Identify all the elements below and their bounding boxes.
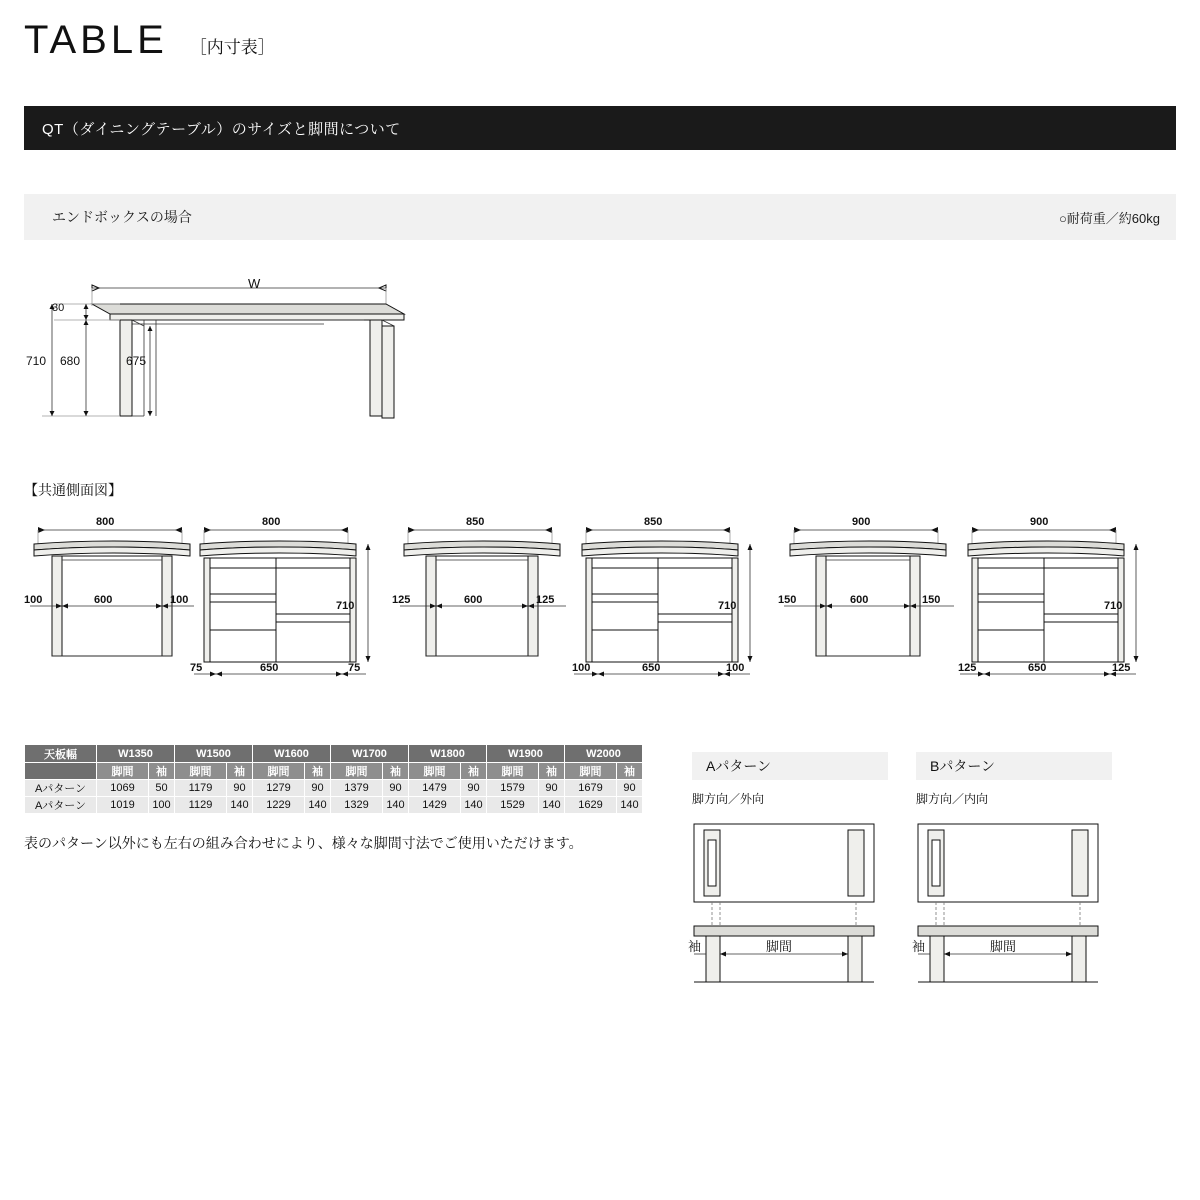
view4-inner-dim: 650 — [642, 662, 661, 674]
cell-kyakuma: 1579 — [487, 780, 539, 797]
view4-top-dim: 850 — [644, 516, 663, 528]
cell-sode: 90 — [461, 780, 487, 797]
title-main: TABLE — [24, 18, 168, 62]
cell-sode: 140 — [539, 797, 565, 814]
table-corner-blank — [25, 763, 97, 780]
pattern-a-title: Aパターン — [706, 758, 772, 774]
pattern-b-label-sode: 袖 — [912, 939, 926, 954]
cell-kyakuma: 1019 — [97, 797, 149, 814]
view5-top-dim: 900 — [852, 516, 871, 528]
view5-inner-dim: 600 — [850, 594, 869, 606]
sub-header-sode: 袖 — [461, 763, 487, 780]
view1-left-dim: 100 — [24, 594, 43, 606]
sub-header-kyakuma: 脚間 — [97, 763, 149, 780]
table-corner-label: 天板幅 — [25, 745, 97, 763]
cell-kyakuma: 1069 — [97, 780, 149, 797]
view5-left-dim: 150 — [778, 594, 797, 606]
dim-710: 710 — [26, 354, 47, 368]
sub-header-sode: 袖 — [149, 763, 175, 780]
cell-kyakuma: 1229 — [253, 797, 305, 814]
cell-kyakuma: 1379 — [331, 780, 383, 797]
view6-inner-dim: 650 — [1028, 662, 1047, 674]
section-heading-bar — [24, 106, 1176, 150]
view6-left-dim: 125 — [958, 662, 977, 674]
view3-top-dim: 850 — [466, 516, 485, 528]
dimension-table — [24, 744, 643, 814]
side-view-1 — [24, 516, 204, 696]
cell-sode: 90 — [617, 780, 643, 797]
cell-kyakuma: 1529 — [487, 797, 539, 814]
col-header: W2000 — [565, 745, 643, 763]
cell-kyakuma: 1479 — [409, 780, 461, 797]
side-view-3 — [394, 516, 574, 696]
col-header: W1500 — [175, 745, 253, 763]
cell-sode: 90 — [305, 780, 331, 797]
sub-header-kyakuma: 脚間 — [253, 763, 305, 780]
cell-sode: 100 — [149, 797, 175, 814]
sub-header-kyakuma: 脚間 — [487, 763, 539, 780]
pattern-b-title: Bパターン — [930, 758, 996, 774]
sub-header-kyakuma: 脚間 — [565, 763, 617, 780]
view6-top-dim: 900 — [1030, 516, 1049, 528]
col-header: W1700 — [331, 745, 409, 763]
cell-kyakuma: 1279 — [253, 780, 305, 797]
table-row — [25, 780, 643, 797]
sub-header-sode: 袖 — [383, 763, 409, 780]
pattern-b-title-bar — [916, 752, 1112, 780]
view3-right-dim: 125 — [536, 594, 555, 606]
cell-sode: 140 — [227, 797, 253, 814]
view3-left-dim: 125 — [392, 594, 411, 606]
side-view-5 — [780, 516, 960, 696]
side-view-6 — [958, 516, 1148, 701]
view6-height-dim: 710 — [1104, 600, 1123, 612]
dim-680: 680 — [60, 354, 81, 368]
cell-kyakuma: 1629 — [565, 797, 617, 814]
cell-sode: 90 — [383, 780, 409, 797]
view4-right-dim: 100 — [726, 662, 745, 674]
subsection-label: エンドボックスの場合 — [52, 209, 192, 225]
view5-right-dim: 150 — [922, 594, 941, 606]
table-header-row — [25, 745, 643, 763]
cell-kyakuma: 1129 — [175, 797, 227, 814]
col-header: W1800 — [409, 745, 487, 763]
view1-inner-dim: 600 — [94, 594, 113, 606]
subsection-bar — [24, 194, 1176, 240]
side-views-title: 【共通側面図】 — [24, 482, 122, 498]
pattern-a-label-kyakuma: 脚間 — [766, 939, 793, 954]
page-title — [24, 18, 275, 63]
table-row — [25, 797, 643, 814]
col-header: W1900 — [487, 745, 565, 763]
cell-sode: 140 — [461, 797, 487, 814]
view2-right-dim: 75 — [348, 662, 361, 674]
section-heading-text: QT（ダイニングテーブル）のサイズと脚間について — [42, 120, 401, 138]
sub-header-sode: 袖 — [305, 763, 331, 780]
pattern-a-diagram — [688, 818, 888, 990]
cell-kyakuma: 1179 — [175, 780, 227, 797]
cell-sode: 140 — [617, 797, 643, 814]
col-header: W1350 — [97, 745, 175, 763]
view6-right-dim: 125 — [1112, 662, 1131, 674]
side-view-4 — [572, 516, 762, 701]
pattern-b-subtitle: 脚方向／内向 — [916, 792, 989, 806]
cell-sode: 140 — [383, 797, 409, 814]
sub-header-sode: 袖 — [617, 763, 643, 780]
table-note: 表のパターン以外にも左右の組み合わせにより、様々な脚間寸法でご使用いただけます。 — [24, 835, 583, 851]
end-box-elevation-drawing — [24, 268, 444, 448]
row-label: Aパターン — [25, 780, 97, 797]
pattern-b-label-kyakuma: 脚間 — [990, 939, 1017, 954]
col-header: W1600 — [253, 745, 331, 763]
side-view-2 — [190, 516, 380, 701]
dim-30: 30 — [52, 302, 65, 314]
pattern-a-label-sode: 袖 — [688, 939, 702, 954]
cell-sode: 90 — [227, 780, 253, 797]
cell-sode: 140 — [305, 797, 331, 814]
view2-inner-dim: 650 — [260, 662, 279, 674]
dim-675: 675 — [126, 354, 147, 368]
cell-kyakuma: 1679 — [565, 780, 617, 797]
table-subheader-row — [25, 763, 643, 780]
cell-kyakuma: 1429 — [409, 797, 461, 814]
pattern-a-subtitle: 脚方向／外向 — [692, 792, 765, 806]
sub-header-sode: 袖 — [227, 763, 253, 780]
row-label: Aパターン — [25, 797, 97, 814]
sub-header-kyakuma: 脚間 — [409, 763, 461, 780]
view1-top-dim: 800 — [96, 516, 115, 528]
dim-width-W: W — [248, 276, 261, 291]
sub-header-kyakuma: 脚間 — [331, 763, 383, 780]
view1-right-dim: 100 — [170, 594, 189, 606]
view2-height-dim: 710 — [336, 600, 355, 612]
cell-kyakuma: 1329 — [331, 797, 383, 814]
pattern-a-title-bar — [692, 752, 888, 780]
sub-header-sode: 袖 — [539, 763, 565, 780]
view4-height-dim: 710 — [718, 600, 737, 612]
pattern-b-diagram — [912, 818, 1112, 990]
view4-left-dim: 100 — [572, 662, 591, 674]
cell-sode: 90 — [539, 780, 565, 797]
cell-sode: 50 — [149, 780, 175, 797]
view2-top-dim: 800 — [262, 516, 281, 528]
sub-header-kyakuma: 脚間 — [175, 763, 227, 780]
view2-left-dim: 75 — [190, 662, 203, 674]
title-subtitle: ［内寸表］ — [189, 38, 275, 57]
load-capacity-label: ○耐荷重／約60kg — [1058, 210, 1160, 226]
view3-inner-dim: 600 — [464, 594, 483, 606]
